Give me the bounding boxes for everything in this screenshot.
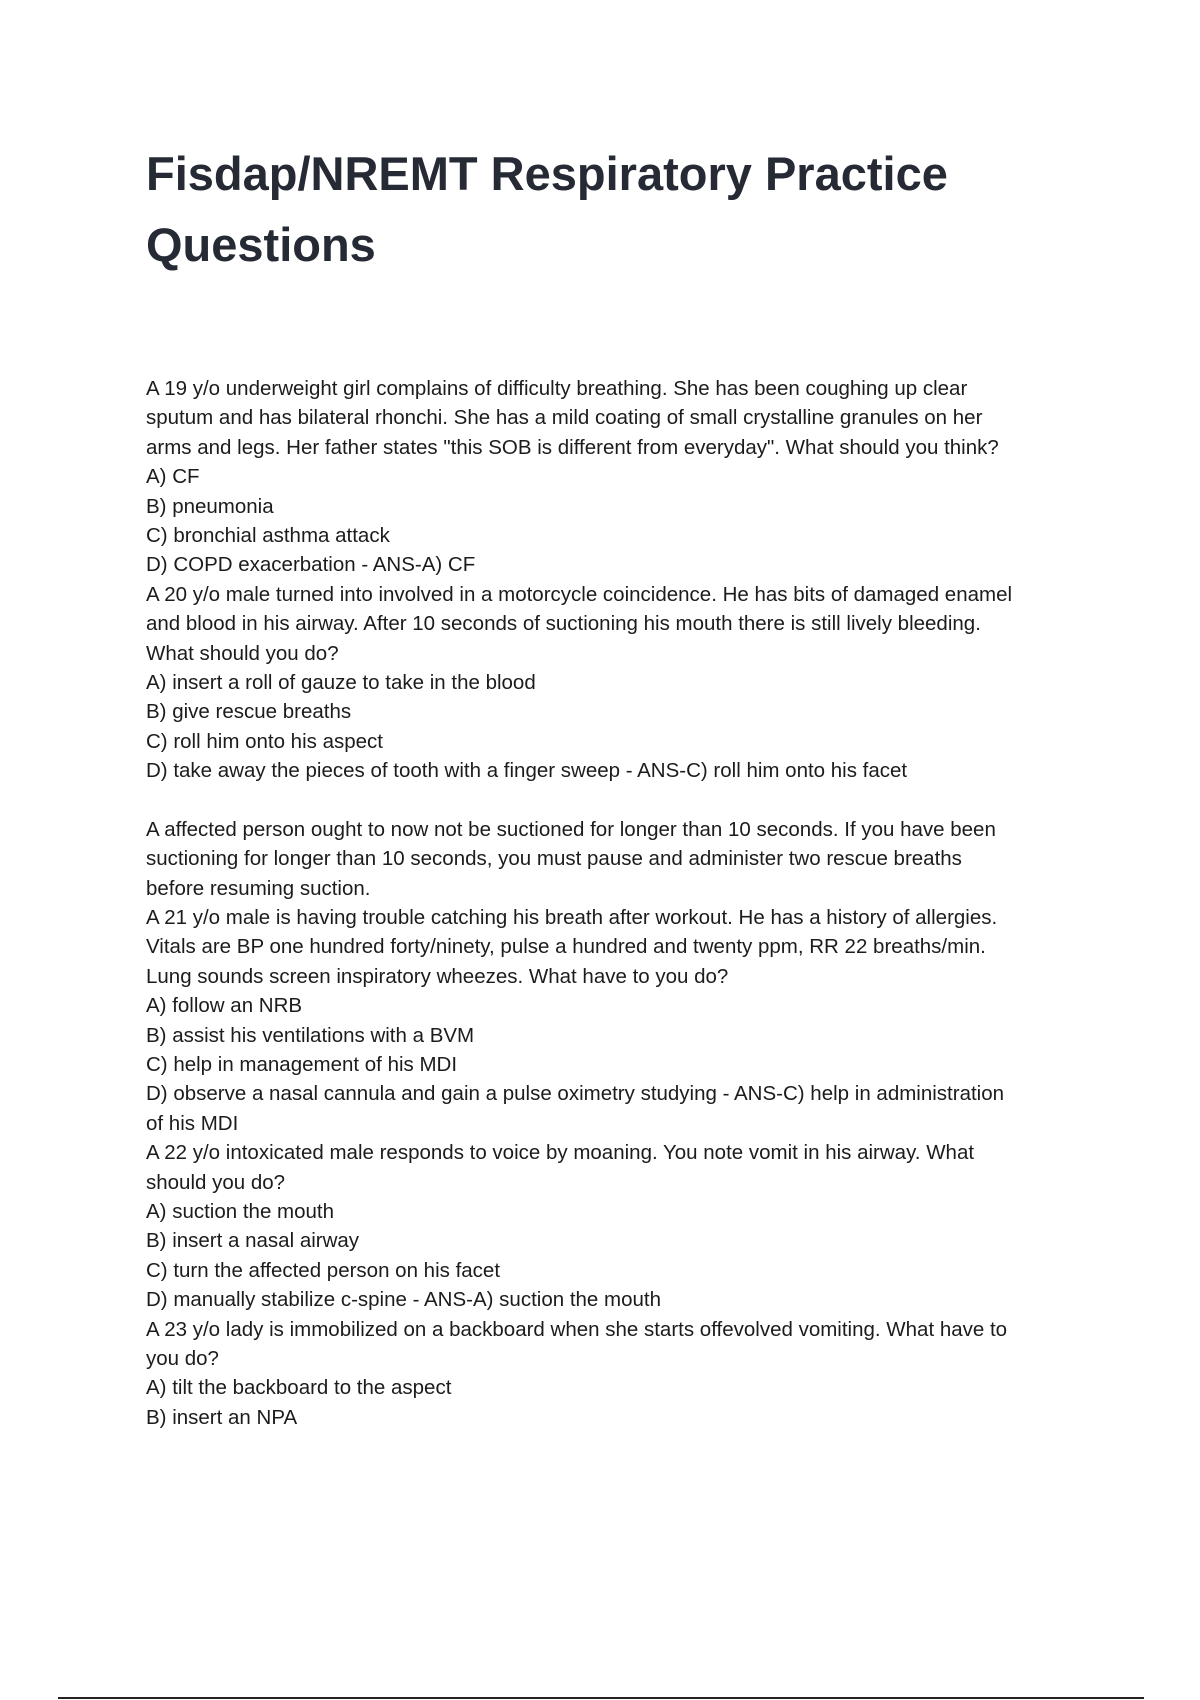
answer-option: A) CF [146,465,200,489]
body-line: A 22 y/o intoxicated male responds to voice by moaning. You note vomit in his airway. What [146,1141,975,1165]
body-line: and blood in his airway. After 10 seconds of suctioning his mouth there is still lively bleeding. [146,612,981,636]
body-line: A 20 y/o male turned into involved in a motorcycle coincidence. He has bits of damaged enamel [146,582,1013,606]
body-line: A 23 y/o lady is immobilized on a backboard when she starts offevolved vomiting. What have to [146,1317,1008,1341]
answer-option: C) roll him onto his aspect [146,729,383,753]
title-line-2: Questions [146,218,376,271]
body-line: should you do? [146,1170,286,1194]
answer-option: B) insert a nasal airway [146,1229,360,1253]
footer-divider [58,1697,1144,1699]
answer-option: D) COPD exacerbation - ANS-A) CF [146,553,476,577]
body-line: before resuming suction. [146,876,371,900]
answer-option: D) manually stabilize c-spine - ANS-A) suction the mouth [146,1288,661,1312]
answer-option: D) observe a nasal cannula and gain a pulse oximetry studying - ANS-C) help in administration [146,1082,1005,1106]
body-line: sputum and has bilateral rhonchi. She has a mild coating of small crystalline granules on her [146,406,983,430]
answer-option: C) turn the affected person on his facet [146,1258,501,1282]
body-line: you do? [146,1346,219,1370]
body-line: suctioning for longer than 10 seconds, you must pause and administer two rescue breaths [146,847,962,871]
body-line: A 19 y/o underweight girl complains of difficulty breathing. She has been coughing up clear [146,377,968,400]
answer-option: A) suction the mouth [146,1199,335,1223]
title-line-1: Fisdap/NREMT Respiratory Practice [146,147,948,200]
answer-option: D) take away the pieces of tooth with a finger sweep - ANS-C) roll him onto his facet [146,759,908,783]
body-line: What should you do? [146,641,339,665]
body-line: arms and legs. Her father states "this SOB is different from everyday". What should you think? [146,435,999,459]
answer-option: A) follow an NRB [146,994,303,1018]
answer-option: C) bronchial asthma attack [146,523,390,547]
answer-option: B) insert an NPA [146,1405,298,1429]
body-line: A 21 y/o male is having trouble catching his breath after workout. He has a history of allergies. [146,906,998,930]
body-line: Lung sounds screen inspiratory wheezes. What have to you do? [146,964,729,988]
answer-option: of his MDI [146,1111,239,1135]
answer-option: C) help in management of his MDI [146,1052,458,1076]
answer-option: A) insert a roll of gauze to take in the blood [146,670,536,694]
body-line: Vitals are BP one hundred forty/ninety, pulse a hundred and twenty ppm, RR 22 breaths/min. [146,935,986,959]
answer-option: B) assist his ventilations with a BVM [146,1023,475,1047]
paragraph-gap [146,785,1096,814]
document-title [146,138,1066,280]
document-body [146,374,1096,1432]
answer-option: B) pneumonia [146,494,274,518]
answer-option: B) give rescue breaths [146,700,352,724]
answer-option: A) tilt the backboard to the aspect [146,1376,452,1400]
body-line: A affected person ought to now not be suctioned for longer than 10 seconds. If you have been [146,817,996,841]
